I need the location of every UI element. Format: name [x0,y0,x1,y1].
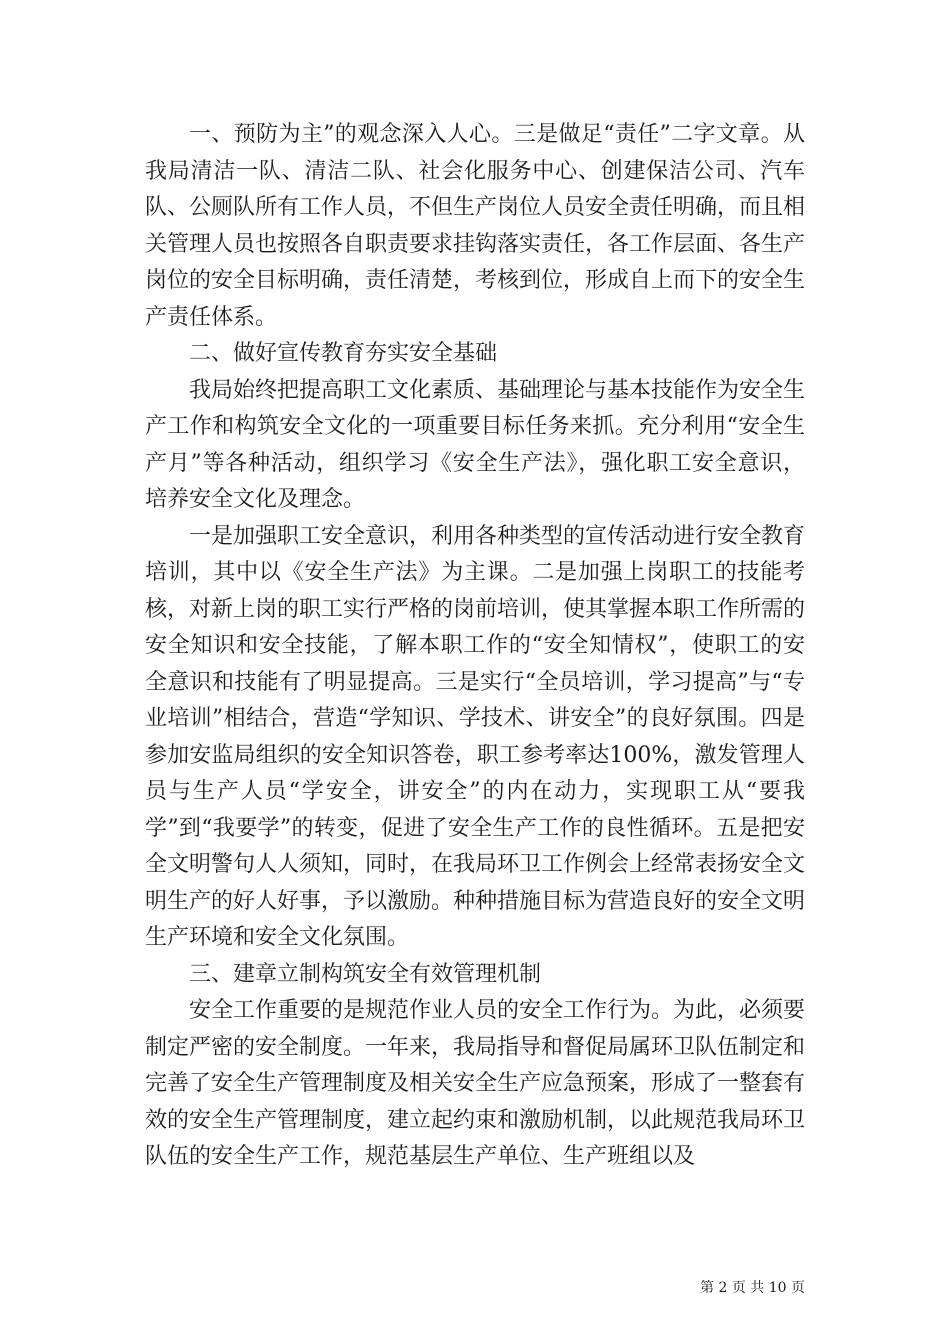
paragraph-2: 我局始终把提高职工文化素质、基础理论与基本技能作为安全生产工作和构筑安全文化的一项重要目标任务来抓。充分利用“安全生产月”等各种活动，组织学习《安全生产法》，强化职工安全意识，培养安全文化及理念。 [145,377,806,512]
section-heading-2: 二、做好宣传教育夯实安全基础 [189,341,498,366]
section-heading-3: 三、建章立制构筑安全有效管理机制 [189,961,542,987]
page-number-footer: 第 2 页 共 10 页 [700,1280,805,1296]
document-body [145,117,805,1176]
paragraph-3: 一是加强职工安全意识，利用各种类型的宣传活动进行安全教育培训，其中以《安全生产法》为主课。二是加强上岗职工的技能考核，对新上岗的职工实行严格的岗前培训，使其掌握本职工作所需的安全知识和安全技能，了解本职工作的“安全知情权”，使职工的安全意识和技能有了明显提高。三是实行“全员培训，学习提高”与“专业培训”相结合，营造“学知识、学技术、讲安全”的良好氛围。四是参加安监局组织的安全知识答卷，职工参考率达100%，激发管理人员与生产人员“学安全，讲安全”的内在动力，实现职工从“要我学”到“我要学”的转变，促进了安全生产工作的良性循环。五是把安全文明警句人人须知，同时，在我局环卫工作例会上经常表扬安全文明生产的好人好事，予以激励。种种措施目标为营造良好的安全文明生产环境和安全文化氛围。 [145,523,806,950]
paragraph-1: 一、预防为主”的观念深入人心。三是做足“责任”二字文章。从我局清洁一队、清洁二队、社会化服务中心、创建保洁公司、汽车队、公厕队所有工作人员，不但生产岗位人员安全责任明确，而且相关管理人员也按照各自职责要求挂钩落实责任，各工作层面、各生产岗位的安全目标明确，责任清楚，考核到位，形成自上而下的安全生产责任体系。 [145,122,806,330]
paragraph-4: 安全工作重要的是规范作业人员的安全工作行为。为此，必须要制定严密的安全制度。一年来，我局指导和督促局属环卫队伍制定和完善了安全生产管理制度及相关安全生产应急预案，形成了一整套有效的安全生产管理制度，建立起约束和激励机制，以此规范我局环卫队伍的安全生产工作，规范基层生产单位、生产班组以及 [145,998,806,1169]
